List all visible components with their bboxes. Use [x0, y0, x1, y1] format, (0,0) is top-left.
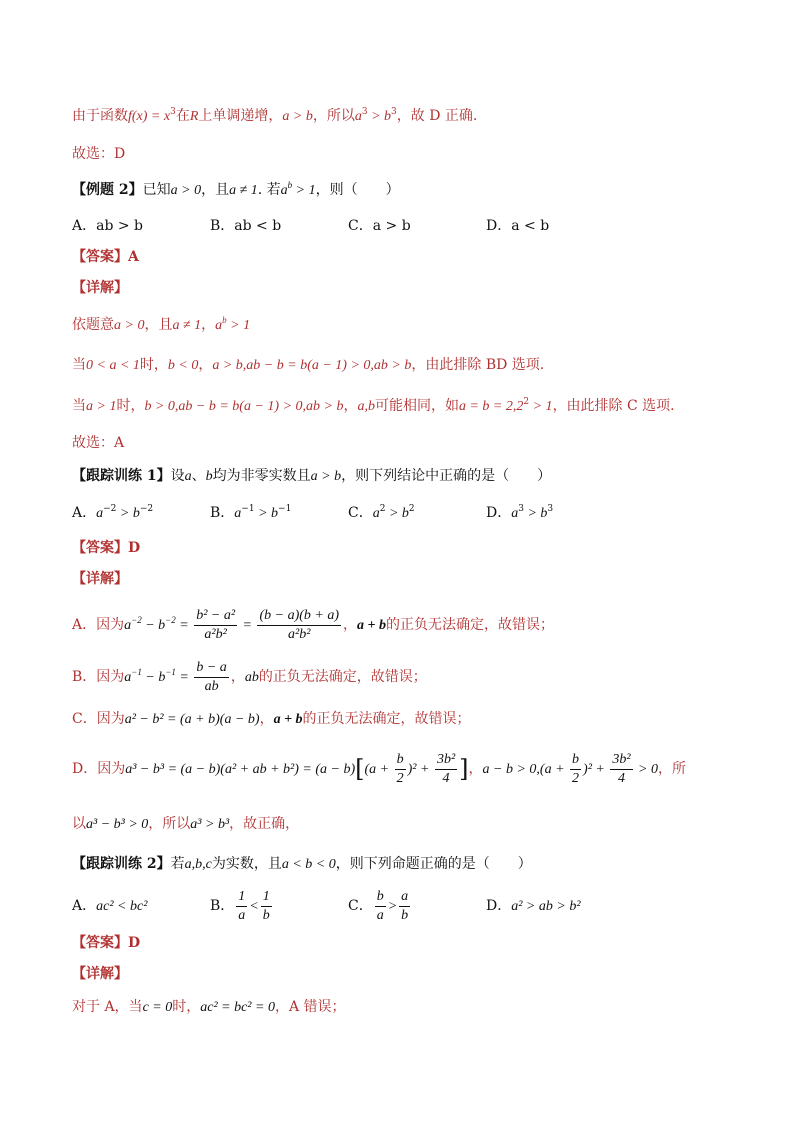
detail-label: 【详解】: [72, 571, 128, 587]
training-2-question: 【跟踪训练 2】若a,b,c为实数，且a < b < 0，则下列命题正确的是（ ）: [72, 856, 532, 872]
option-a: A．ab > b: [72, 218, 144, 234]
option-b: B．$a^{-1} > b^{-1}$: [210, 504, 292, 521]
answer-label: 【答案】A: [72, 249, 139, 265]
option-d: D．a < b: [486, 218, 550, 234]
option-c: C．a > b: [348, 218, 411, 234]
option-a: A．$a^{-2} > b^{-2}$: [72, 504, 154, 521]
solution-b: B．因为$a^{-1} - b^{-1}$ = $\frac{b - a}{ab}$ ，ab的正负无法确定，故错误；: [72, 659, 427, 694]
condition-line: 依题意a > 0，且a ≠ 1，$a^b > 1$: [72, 315, 251, 333]
option-b: B．ab < b: [210, 218, 282, 234]
detail-label: 【详解】: [72, 966, 128, 982]
line-monotonic: 由于函数$f(x) = x^3$在R上单调递增，a > b，所以$a^3 > b^3$，故 D 正确.: [72, 107, 478, 124]
training-1-question: 【跟踪训练 1】设a、b均为非零实数且a > b，则下列结论中正确的是（ ）: [72, 468, 552, 484]
answer-label: 【答案】D: [72, 540, 141, 556]
example-2-options: [72, 216, 722, 236]
solution-d: D．因为a³ − b³ = (a − b)(a² + ab + b²) = (a − b)[(a + $\frac{b}{2}$ )² + $\frac{\text{3b²}}{4}$ ]，a − b > 0,(a + $\frac{b}{2}$ )² + $\frac{\text{3b²}}{4}$ > 0，所: [72, 751, 686, 786]
option-d: D．a² > ab > b²: [486, 898, 581, 914]
option-d: D．$a^3 > b^3$: [486, 504, 554, 521]
case-line-2: 当a > 1时，b > 0,ab − b = b(a − 1) > 0,ab > b，a,b可能相同，如$a = b = 2,2^2 > 1$，由此排除 C 选项.: [72, 397, 675, 414]
training-2-options: [72, 886, 722, 926]
option-c: C．$a^2 > b^2$: [348, 504, 415, 521]
detail-label: 【详解】: [72, 280, 128, 296]
solution-a: A．因为$a^{-2} - b^{-2}$ = $\frac{\text{b² − a²}}{\text{a²b²}}$ = $\frac{(b - a)(b + a)}{\text{a²b²}}$ ，a + b的正负无法确定，故错误；: [72, 607, 555, 642]
solution-line: 对于 A，当c = 0时，ac² = bc² = 0，A 错误；: [72, 999, 346, 1015]
option-b: B． $\frac{1}{a}$ < $\frac{1}{b}$: [210, 888, 270, 923]
example-2-question: 【例题 2】已知a > 0，且a ≠ 1. 若$a^b > 1$，则（ ）: [72, 180, 400, 198]
case-line-1: 当0 < a < 1时，b < 0，a > b,ab − b = b(a − 1) > 0,ab > b，由此排除 BD 选项.: [72, 357, 545, 373]
option-c: C． $\frac{b}{a}$ > $\frac{a}{b}$: [348, 888, 409, 923]
training-1-options: [72, 503, 722, 523]
solution-d-cont: 以a³ − b³ > 0，所以a³ > b³，故正确，: [72, 816, 300, 832]
select-answer-2: 故选：A: [72, 435, 125, 451]
select-answer-1: 故选：D: [72, 146, 126, 162]
option-a: A．ac² < bc²: [72, 898, 148, 914]
answer-label: 【答案】D: [72, 935, 141, 951]
solution-c: C．因为a² − b² = (a + b)(a − b)，a + b的正负无法确定，故错误；: [72, 711, 471, 727]
